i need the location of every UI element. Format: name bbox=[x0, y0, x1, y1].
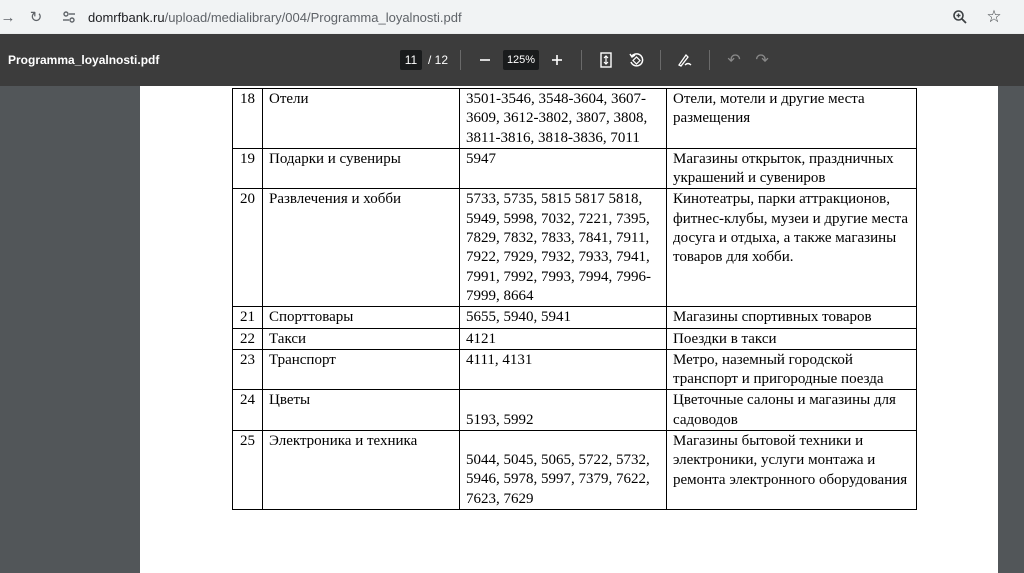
category-cell: Такси bbox=[263, 328, 460, 349]
row-number-cell: 21 bbox=[233, 307, 263, 328]
category-cell: Спорттовары bbox=[263, 307, 460, 328]
description-cell: Поездки в такси bbox=[667, 328, 917, 349]
description-cell: Цветочные салоны и магазины для садоводов bbox=[667, 390, 917, 431]
description-cell: Магазины открыток, праздничных украшений и сувениров bbox=[667, 148, 917, 189]
url-text bbox=[88, 10, 462, 25]
description-cell: Отели, мотели и другие места размещения bbox=[667, 89, 917, 149]
address-bar[interactable] bbox=[58, 4, 1016, 30]
mcc-codes-cell: 5733, 5735, 5815 5817 5818, 5949, 5998, 7032, 7221, 7395, 7829, 7832, 7833, 7841, 7911, 7922, 7929, 7932, 7933, 7941, 7991, 7992, 7993, 7994, 7996-7999, 8664 bbox=[460, 189, 667, 307]
url-domain: domrfbank.ru bbox=[88, 9, 165, 25]
row-number-cell: 18 bbox=[233, 89, 263, 149]
row-number-cell: 24 bbox=[233, 390, 263, 431]
category-cell: Транспорт bbox=[263, 349, 460, 390]
table-row bbox=[233, 89, 917, 149]
table-row bbox=[233, 349, 917, 390]
description-cell: Кинотеатры, парки аттракционов, фитнес-клубы, музеи и другие места досуга и отдыха, а также магазины товаров для хобби. bbox=[667, 189, 917, 307]
forward-icon[interactable]: → bbox=[0, 8, 16, 26]
mcc-codes-cell: 3501-3546, 3548-3604, 3607-3609, 3612-3802, 3807, 3808, 3811-3816, 3818-3836, 7011 bbox=[460, 89, 667, 149]
reload-icon[interactable]: ↻ bbox=[29, 9, 43, 26]
minus-icon[interactable] bbox=[473, 48, 497, 72]
page-number-input[interactable]: 11 bbox=[400, 50, 422, 70]
row-number-cell: 22 bbox=[233, 328, 263, 349]
mcc-codes-cell: 5044, 5045, 5065, 5722, 5732, 5946, 5978, 5997, 7379, 7622, 7623, 7629 bbox=[460, 431, 667, 510]
site-info-icon[interactable] bbox=[58, 6, 80, 28]
mcc-codes-cell: 5193, 5992 bbox=[460, 390, 667, 431]
zoom-icon[interactable] bbox=[948, 5, 972, 29]
table-row bbox=[233, 390, 917, 431]
row-number-cell: 20 bbox=[233, 189, 263, 307]
pdf-page bbox=[140, 86, 998, 573]
pdf-viewer[interactable] bbox=[0, 86, 1024, 573]
description-cell: Магазины бытовой техники и электроники, услуги монтажа и ремонта электронного оборудования bbox=[667, 431, 917, 510]
mcc-codes-cell: 4111, 4131 bbox=[460, 349, 667, 390]
mcc-codes-cell: 5655, 5940, 5941 bbox=[460, 307, 667, 328]
zoom-input[interactable]: 125% bbox=[503, 50, 539, 70]
toolbar-divider bbox=[460, 50, 461, 70]
description-cell: Метро, наземный городской транспорт и пригородные поезда bbox=[667, 349, 917, 390]
row-number-cell: 19 bbox=[233, 148, 263, 189]
category-cell: Подарки и сувениры bbox=[263, 148, 460, 189]
table-row bbox=[233, 431, 917, 510]
pen-icon[interactable] bbox=[673, 48, 697, 72]
category-cell: Электроника и техника bbox=[263, 431, 460, 510]
toolbar-divider bbox=[660, 50, 661, 70]
loyalty-table bbox=[232, 88, 917, 510]
undo-icon[interactable]: ↶ bbox=[727, 52, 741, 69]
browser-toolbar bbox=[0, 0, 1024, 34]
table-row bbox=[233, 328, 917, 349]
bookmark-star-icon[interactable]: ☆ bbox=[986, 7, 1002, 26]
page-total: / 12 bbox=[428, 53, 449, 67]
table-row bbox=[233, 189, 917, 307]
category-cell: Отели bbox=[263, 89, 460, 149]
category-cell: Цветы bbox=[263, 390, 460, 431]
row-number-cell: 23 bbox=[233, 349, 263, 390]
rotate-icon[interactable] bbox=[624, 48, 648, 72]
category-cell: Развлечения и хобби bbox=[263, 189, 460, 307]
url-path: /upload/medialibrary/004/Programma_loyalnosti.pdf bbox=[164, 9, 462, 25]
toolbar-divider bbox=[709, 50, 710, 70]
redo-icon[interactable]: ↷ bbox=[755, 52, 769, 69]
pdf-controls bbox=[400, 48, 774, 72]
mcc-codes-cell: 4121 bbox=[460, 328, 667, 349]
row-number-cell: 25 bbox=[233, 431, 263, 510]
toolbar-divider bbox=[581, 50, 582, 70]
table-row bbox=[233, 148, 917, 189]
table-row bbox=[233, 307, 917, 328]
plus-icon[interactable] bbox=[545, 48, 569, 72]
pdf-toolbar bbox=[0, 34, 1024, 86]
pdf-filename: Programma_loyalnosti.pdf bbox=[8, 53, 160, 67]
description-cell: Магазины спортивных товаров bbox=[667, 307, 917, 328]
fit-page-icon[interactable] bbox=[594, 48, 618, 72]
mcc-codes-cell: 5947 bbox=[460, 148, 667, 189]
